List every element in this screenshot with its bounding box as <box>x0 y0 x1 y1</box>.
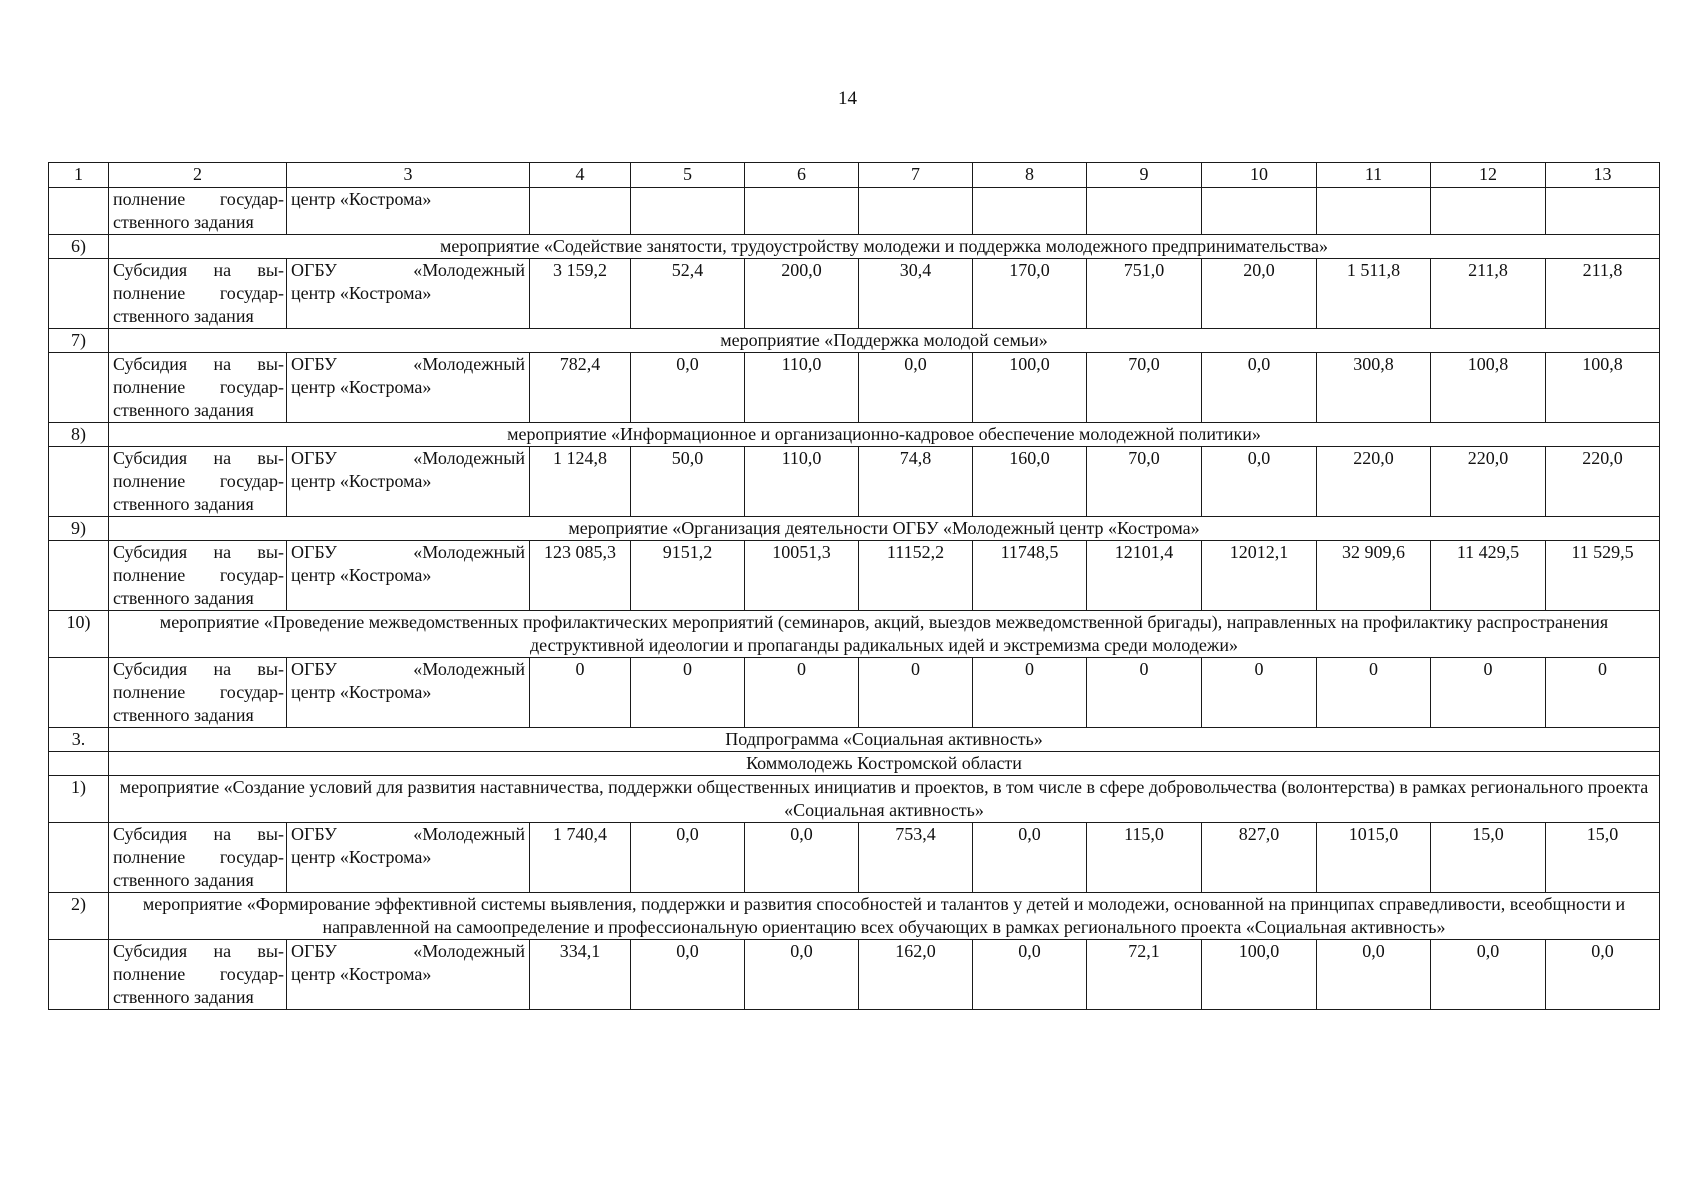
value-cell: 11 429,5 <box>1431 541 1546 611</box>
table-row <box>49 447 1660 517</box>
table-row <box>49 823 1660 893</box>
expense-description <box>109 541 287 611</box>
organization-name-line: центр «Кострома» <box>291 471 432 491</box>
value-cell: 11748,5 <box>973 541 1087 611</box>
row-number <box>49 353 109 423</box>
column-number: 7 <box>859 163 973 188</box>
value-cell <box>1202 188 1317 235</box>
event-row <box>49 776 1660 823</box>
event-title: мероприятие «Организация деятельности ОГБУ «Молодежный центр «Кострома» <box>109 517 1660 541</box>
value-cell: 0,0 <box>631 353 745 423</box>
expense-description-line: ственного задания <box>113 870 254 890</box>
value-cell: 200,0 <box>745 259 859 329</box>
event-title: мероприятие «Поддержка молодой семьи» <box>109 329 1660 353</box>
organization-abbr: ОГБУ <box>291 659 337 679</box>
organization-name <box>287 541 530 611</box>
organization-name <box>287 259 530 329</box>
event-number: 6) <box>49 235 109 259</box>
column-number: 12 <box>1431 163 1546 188</box>
value-cell: 160,0 <box>973 447 1087 517</box>
value-cell: 3 159,2 <box>530 259 631 329</box>
value-cell: 0 <box>1317 658 1431 728</box>
organization-abbr: ОГБУ <box>291 354 337 374</box>
value-cell: 1 511,8 <box>1317 259 1431 329</box>
organization-name <box>287 353 530 423</box>
organization-name-line <box>291 940 525 963</box>
value-cell: 110,0 <box>745 353 859 423</box>
value-cell: 110,0 <box>745 447 859 517</box>
value-cell: 0 <box>1202 658 1317 728</box>
column-number: 3 <box>287 163 530 188</box>
value-cell <box>1431 188 1546 235</box>
value-cell <box>631 188 745 235</box>
row-number <box>49 188 109 235</box>
value-cell: 220,0 <box>1431 447 1546 517</box>
value-cell: 15,0 <box>1546 823 1660 893</box>
table-row <box>49 353 1660 423</box>
expense-description-line: ственного задания <box>113 987 254 1007</box>
value-cell <box>1087 188 1202 235</box>
value-cell: 0 <box>1087 658 1202 728</box>
column-number-row <box>49 163 1660 188</box>
expense-description-line: полнение государ- <box>113 565 284 585</box>
expense-description-line: Субсидия на вы- <box>113 542 284 562</box>
row-number <box>49 658 109 728</box>
value-cell: 211,8 <box>1431 259 1546 329</box>
column-number: 13 <box>1546 163 1660 188</box>
value-cell: 70,0 <box>1087 447 1202 517</box>
organization-abbr: ОГБУ <box>291 448 337 468</box>
expense-description <box>109 353 287 423</box>
organization-name-part: «Молодежный <box>413 659 525 679</box>
value-cell: 162,0 <box>859 940 973 1010</box>
value-cell <box>530 188 631 235</box>
organization-abbr: ОГБУ <box>291 824 337 844</box>
value-cell: 334,1 <box>530 940 631 1010</box>
expense-description <box>109 658 287 728</box>
row-number <box>49 752 109 776</box>
event-number: 8) <box>49 423 109 447</box>
event-title: мероприятие «Содействие занятости, трудоустройству молодежи и поддержка молодежного предпринимательства» <box>109 235 1660 259</box>
value-cell: 782,4 <box>530 353 631 423</box>
expense-description-line: полнение государ- <box>113 847 284 867</box>
event-row <box>49 423 1660 447</box>
value-cell: 0,0 <box>1202 447 1317 517</box>
organization-name-line <box>291 447 525 470</box>
organization-name-part: «Молодежный <box>413 354 525 374</box>
value-cell: 9151,2 <box>631 541 745 611</box>
value-cell: 0 <box>859 658 973 728</box>
event-number: 2) <box>49 893 109 940</box>
expense-description-line: Субсидия на вы- <box>113 448 284 468</box>
organization-name-part: «Молодежный <box>413 824 525 844</box>
organization-name-part: «Молодежный <box>413 260 525 280</box>
column-number: 1 <box>49 163 109 188</box>
column-number: 10 <box>1202 163 1317 188</box>
value-cell: 1 740,4 <box>530 823 631 893</box>
expense-description-line: полнение государ- <box>113 471 284 491</box>
expense-description-line: полнение государ- <box>113 682 284 702</box>
event-title: мероприятие «Проведение межведомственных профилактических мероприятий (семинаров, акций, выездов межведомственной бригады), направленных на профилактику распространения деструктивной идеологии и пропаганды радикальных идей и экстремизма среди молодежи» <box>109 611 1660 658</box>
value-cell: 115,0 <box>1087 823 1202 893</box>
value-cell: 0,0 <box>859 353 973 423</box>
value-cell: 100,0 <box>973 353 1087 423</box>
agency-name: Коммолодежь Костромской области <box>109 752 1660 776</box>
agency-row <box>49 752 1660 776</box>
value-cell: 0,0 <box>631 823 745 893</box>
value-cell: 0,0 <box>1546 940 1660 1010</box>
value-cell: 753,4 <box>859 823 973 893</box>
expense-description-line: полнение государ- <box>113 377 284 397</box>
value-cell: 12101,4 <box>1087 541 1202 611</box>
organization-name-line <box>291 658 525 681</box>
subprogram-number: 3. <box>49 728 109 752</box>
expense-description-line: ственного задания <box>113 400 254 420</box>
organization-name-line: центр «Кострома» <box>291 189 432 209</box>
value-cell: 0 <box>631 658 745 728</box>
value-cell: 0,0 <box>973 823 1087 893</box>
table-row <box>49 541 1660 611</box>
table-row <box>49 188 1660 235</box>
organization-name-line: центр «Кострома» <box>291 964 432 984</box>
organization-abbr: ОГБУ <box>291 941 337 961</box>
table-row <box>49 259 1660 329</box>
value-cell: 0,0 <box>631 940 745 1010</box>
budget-table <box>48 162 1660 1010</box>
value-cell: 70,0 <box>1087 353 1202 423</box>
value-cell: 0 <box>1431 658 1546 728</box>
value-cell: 1 124,8 <box>530 447 631 517</box>
expense-description-line: ственного задания <box>113 588 254 608</box>
value-cell: 30,4 <box>859 259 973 329</box>
value-cell: 72,1 <box>1087 940 1202 1010</box>
event-number: 9) <box>49 517 109 541</box>
organization-name-line <box>291 823 525 846</box>
column-number: 2 <box>109 163 287 188</box>
event-row <box>49 517 1660 541</box>
value-cell: 0 <box>1546 658 1660 728</box>
event-title: мероприятие «Создание условий для развития наставничества, поддержки общественных инициатив и проектов, в том числе в сфере добровольчества (волонтерства) в рамках регионального проекта «Социальная активность» <box>109 776 1660 823</box>
column-number: 6 <box>745 163 859 188</box>
value-cell: 211,8 <box>1546 259 1660 329</box>
event-row <box>49 611 1660 658</box>
value-cell: 220,0 <box>1546 447 1660 517</box>
expense-description-line: ственного задания <box>113 212 254 232</box>
organization-name-line: центр «Кострома» <box>291 377 432 397</box>
row-number <box>49 541 109 611</box>
value-cell: 170,0 <box>973 259 1087 329</box>
expense-description <box>109 259 287 329</box>
value-cell: 11152,2 <box>859 541 973 611</box>
column-number: 8 <box>973 163 1087 188</box>
organization-abbr: ОГБУ <box>291 542 337 562</box>
value-cell <box>1546 188 1660 235</box>
expense-description-line: Субсидия на вы- <box>113 824 284 844</box>
expense-description <box>109 188 287 235</box>
expense-description-line: полнение государ- <box>113 283 284 303</box>
expense-description-line: полнение государ- <box>113 964 284 984</box>
column-number: 4 <box>530 163 631 188</box>
event-number: 7) <box>49 329 109 353</box>
value-cell <box>745 188 859 235</box>
organization-name-part: «Молодежный <box>413 448 525 468</box>
row-number <box>49 259 109 329</box>
organization-name-line: центр «Кострома» <box>291 682 432 702</box>
subprogram-row <box>49 728 1660 752</box>
value-cell: 827,0 <box>1202 823 1317 893</box>
value-cell: 15,0 <box>1431 823 1546 893</box>
value-cell: 0,0 <box>745 940 859 1010</box>
value-cell: 100,0 <box>1202 940 1317 1010</box>
organization-name-line <box>291 541 525 564</box>
value-cell: 0 <box>973 658 1087 728</box>
value-cell: 100,8 <box>1431 353 1546 423</box>
row-number <box>49 823 109 893</box>
event-title: мероприятие «Формирование эффективной системы выявления, поддержки и развития способностей и талантов у детей и молодежи, основанной на принципах справедливости, всеобщности и направленной на самоопределение и профессиональную ориентацию всех обучающих в рамках регионального проекта «Социальная активность» <box>109 893 1660 940</box>
value-cell <box>973 188 1087 235</box>
value-cell: 50,0 <box>631 447 745 517</box>
value-cell: 0 <box>530 658 631 728</box>
value-cell: 220,0 <box>1317 447 1431 517</box>
value-cell: 0,0 <box>973 940 1087 1010</box>
event-row <box>49 893 1660 940</box>
value-cell: 123 085,3 <box>530 541 631 611</box>
column-number: 11 <box>1317 163 1431 188</box>
value-cell: 1015,0 <box>1317 823 1431 893</box>
value-cell: 20,0 <box>1202 259 1317 329</box>
organization-name-line: центр «Кострома» <box>291 565 432 585</box>
event-number: 10) <box>49 611 109 658</box>
expense-description-line: Субсидия на вы- <box>113 260 284 280</box>
column-number: 5 <box>631 163 745 188</box>
value-cell: 0,0 <box>745 823 859 893</box>
organization-name-part: «Молодежный <box>413 542 525 562</box>
value-cell: 32 909,6 <box>1317 541 1431 611</box>
organization-name <box>287 940 530 1010</box>
table-row <box>49 658 1660 728</box>
organization-name <box>287 447 530 517</box>
value-cell: 11 529,5 <box>1546 541 1660 611</box>
row-number <box>49 940 109 1010</box>
event-row <box>49 329 1660 353</box>
value-cell: 751,0 <box>1087 259 1202 329</box>
organization-name-line <box>291 259 525 282</box>
value-cell <box>859 188 973 235</box>
organization-name <box>287 188 530 235</box>
value-cell: 52,4 <box>631 259 745 329</box>
organization-name-line: центр «Кострома» <box>291 283 432 303</box>
subprogram-title: Подпрограмма «Социальная активность» <box>109 728 1660 752</box>
expense-description <box>109 447 287 517</box>
row-number <box>49 447 109 517</box>
value-cell: 0 <box>745 658 859 728</box>
value-cell: 100,8 <box>1546 353 1660 423</box>
event-row <box>49 235 1660 259</box>
expense-description-line: полнение государ- <box>113 189 284 209</box>
organization-name-line <box>291 353 525 376</box>
page-number: 14 <box>838 88 857 109</box>
expense-description-line: ственного задания <box>113 306 254 326</box>
expense-description-line: ственного задания <box>113 494 254 514</box>
organization-name <box>287 658 530 728</box>
value-cell: 12012,1 <box>1202 541 1317 611</box>
event-number: 1) <box>49 776 109 823</box>
expense-description-line: Субсидия на вы- <box>113 941 284 961</box>
expense-description-line: ственного задания <box>113 705 254 725</box>
value-cell: 74,8 <box>859 447 973 517</box>
expense-description <box>109 940 287 1010</box>
expense-description-line: Субсидия на вы- <box>113 354 284 374</box>
expense-description <box>109 823 287 893</box>
expense-description-line: Субсидия на вы- <box>113 659 284 679</box>
column-number: 9 <box>1087 163 1202 188</box>
value-cell: 10051,3 <box>745 541 859 611</box>
value-cell <box>1317 188 1431 235</box>
organization-name-part: «Молодежный <box>413 941 525 961</box>
value-cell: 0,0 <box>1431 940 1546 1010</box>
table-row <box>49 940 1660 1010</box>
value-cell: 300,8 <box>1317 353 1431 423</box>
organization-name <box>287 823 530 893</box>
event-title: мероприятие «Информационное и организационно-кадровое обеспечение молодежной политики» <box>109 423 1660 447</box>
organization-name-line: центр «Кострома» <box>291 847 432 867</box>
value-cell: 0,0 <box>1317 940 1431 1010</box>
organization-abbr: ОГБУ <box>291 260 337 280</box>
value-cell: 0,0 <box>1202 353 1317 423</box>
